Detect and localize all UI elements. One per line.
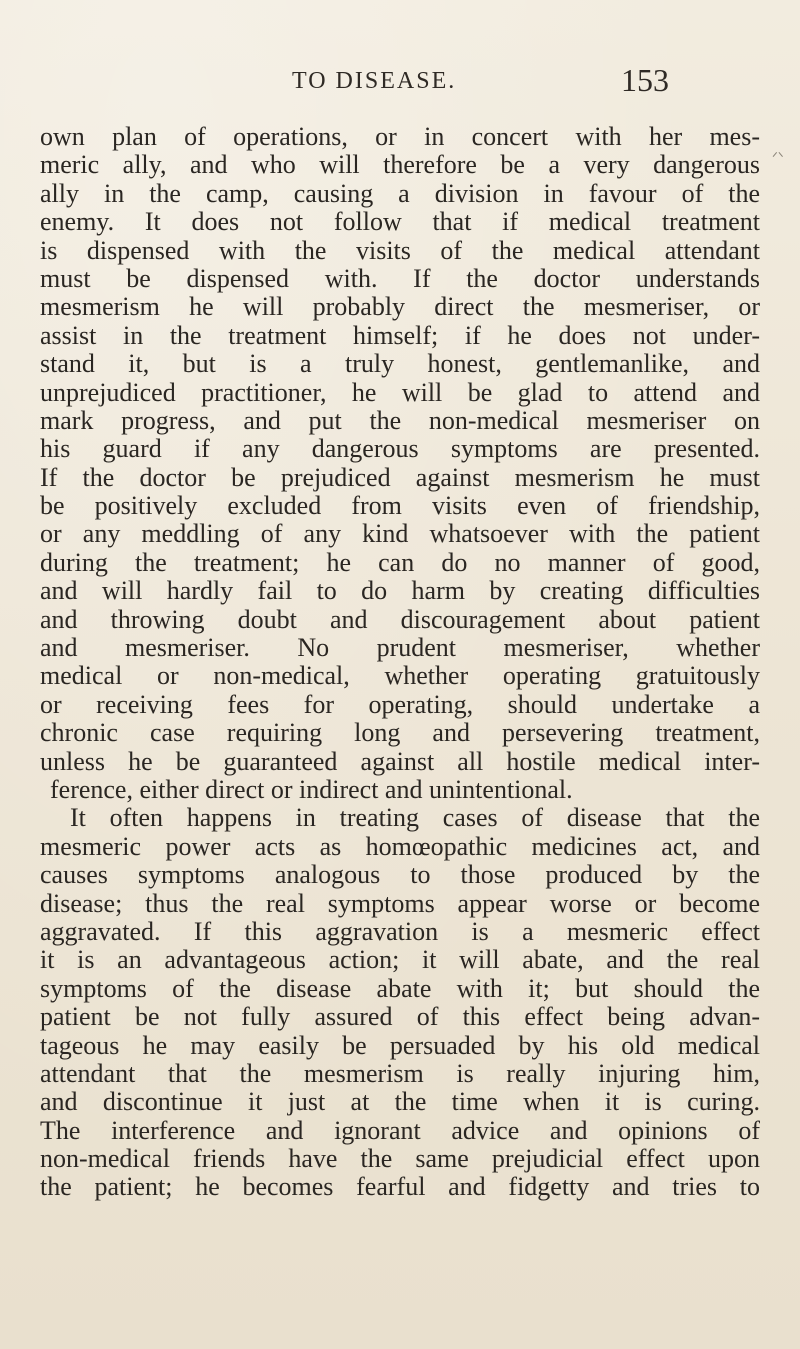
running-head: TO DISEASE. <box>292 68 457 94</box>
text-line: It often happens in treating cases of disease that the <box>70 804 760 833</box>
text-line: own plan of operations, or in concert with her mes- <box>40 123 760 151</box>
text-line: The interference and ignorant advice and opinions of <box>40 1116 760 1145</box>
text-line: ally in the camp, causing a division in favour of the <box>40 179 760 208</box>
body-text <box>0 123 800 1202</box>
page-number: 153 <box>621 62 669 98</box>
text-line: stand it, but is a truly honest, gentlemanlike, and <box>40 350 760 379</box>
text-line: and throwing doubt and discouragement about patient <box>40 605 760 634</box>
text-line: If the doctor be prejudiced against mesmerism he must <box>40 463 760 492</box>
text-line: must be dispensed with. If the doctor understands <box>40 264 760 293</box>
text-line: assist in the treatment himself; if he does not under- <box>40 321 760 350</box>
text-line: patient be not fully assured of this effect being advan- <box>40 1003 760 1032</box>
text-line: disease; thus the real symptoms appear worse or become <box>40 889 760 918</box>
text-line: it is an advantageous action; it will abate, and the real <box>40 946 760 975</box>
text-line: aggravated. If this aggravation is a mesmeric effect <box>40 917 760 946</box>
text-line: meric ally, and who will therefore be a very dangerous <box>40 151 760 180</box>
text-line: ference, either direct or indirect and unintentional. <box>50 775 573 804</box>
text-line: causes symptoms analogous to those produced by the <box>40 861 760 890</box>
text-line: attendant that the mesmerism is really injuring him, <box>40 1059 760 1088</box>
text-line: during the treatment; he can do no manner of good, <box>40 548 760 577</box>
text-line: tageous he may easily be persuaded by his old medical <box>40 1031 760 1060</box>
text-line: be positively excluded from visits even of friendship, <box>40 492 760 521</box>
text-line: medical or non-medical, whether operating gratuitously <box>40 662 760 691</box>
text-line: and will hardly fail to do harm by creating difficulties <box>40 577 760 606</box>
text-line: mesmerism he will probably direct the mesmeriser, or <box>40 293 760 322</box>
text-line: and mesmeriser. No prudent mesmeriser, whether <box>40 634 760 663</box>
text-line: or any meddling of any kind whatsoever with the patient <box>40 520 760 549</box>
text-line: his guard if any dangerous symptoms are presented. <box>40 435 760 464</box>
text-line: the patient; he becomes fearful and fidgetty and tries to <box>40 1173 760 1202</box>
text-line: is dispensed with the visits of the medical attendant <box>40 236 760 265</box>
text-line: or receiving fees for operating, should undertake a <box>40 690 760 719</box>
text-line: non-medical friends have the same prejudicial effect upon <box>40 1145 760 1174</box>
margin-mark: ᐟᐠ <box>772 150 784 166</box>
text-line: and discontinue it just at the time when it is curing. <box>40 1088 760 1117</box>
text-line: symptoms of the disease abate with it; but should the <box>40 974 760 1003</box>
text-line: unprejudiced practitioner, he will be glad to attend and <box>40 378 760 407</box>
text-line: chronic case requiring long and persevering treatment, <box>40 719 760 748</box>
text-line: mesmeric power acts as homœopathic medicines act, and <box>40 832 760 861</box>
text-line: unless he be guaranteed against all hostile medical inter- <box>40 747 760 776</box>
text-line: mark progress, and put the non-medical mesmeriser on <box>40 406 760 435</box>
text-line: enemy. It does not follow that if medical treatment <box>40 208 760 237</box>
page-header <box>0 60 800 100</box>
